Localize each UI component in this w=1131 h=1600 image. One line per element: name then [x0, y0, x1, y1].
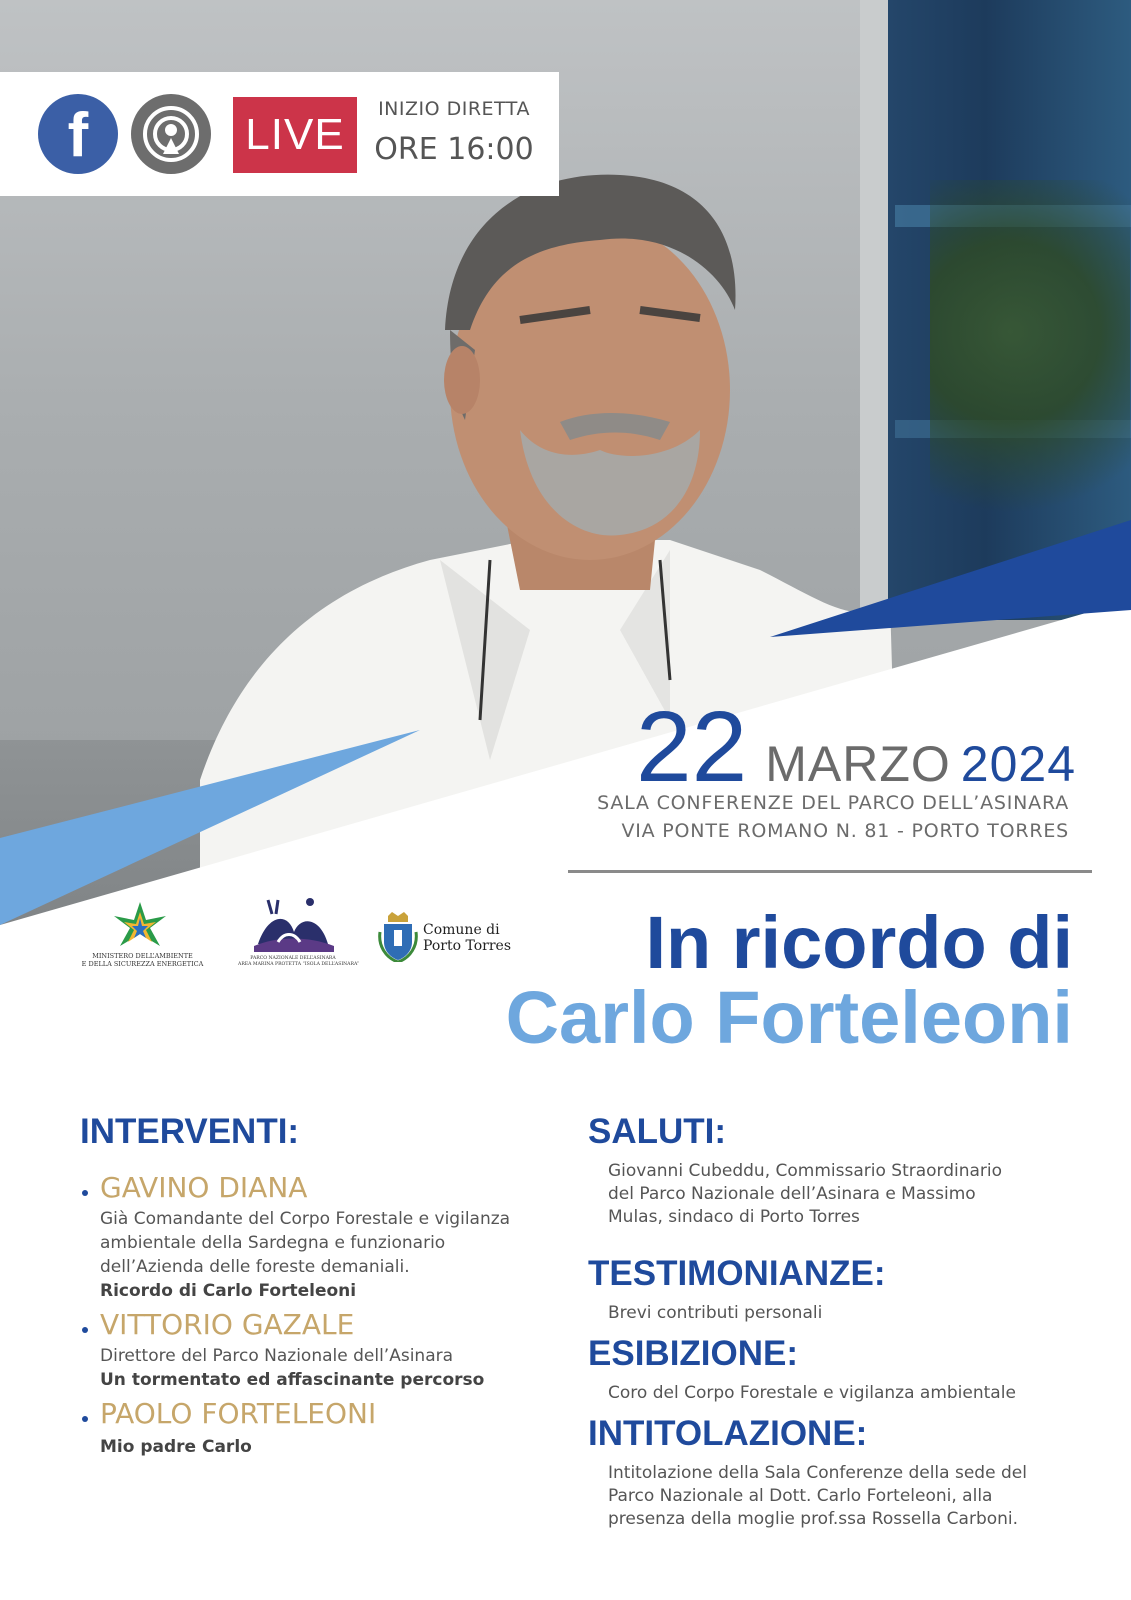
comune-name-line2: Porto Torres: [423, 938, 512, 954]
comune-logo: [378, 912, 518, 962]
testimonianze-title: TESTIMONIANZE:: [588, 1254, 886, 1293]
event-year: 2024: [960, 736, 1076, 792]
venue-name: SALA CONFERENZE DEL PARCO DELL’ASINARA: [597, 792, 1069, 814]
venue-address: VIA PONTE ROMANO N. 81 - PORTO TORRES: [621, 820, 1069, 842]
testimonianze-line: Brevi contributi personali: [608, 1303, 823, 1323]
interventi-title: INTERVENTI:: [80, 1112, 300, 1151]
speaker-talk: Un tormentato ed affascinante percorso: [100, 1370, 485, 1390]
event-month: MARZO: [765, 736, 951, 792]
headline-line2: Carlo Forteleoni: [505, 976, 1073, 1059]
speaker-desc-line: Già Comandante del Corpo Forestale e vigilanza: [100, 1209, 511, 1229]
saluti-line: Giovanni Cubeddu, Commissario Straordinario: [608, 1161, 1003, 1181]
comune-name-line1: Comune di: [423, 922, 500, 938]
star-icon: [80, 900, 200, 952]
coat-of-arms-icon: [378, 912, 418, 962]
headline-line1: In ricordo di: [645, 901, 1073, 984]
saluti-line: del Parco Nazionale dell’Asinara e Massimo: [608, 1184, 976, 1204]
speaker-name: GAVINO DIANA: [100, 1171, 308, 1204]
ministero-logo: [80, 900, 204, 970]
live-start-label: INIZIO DIRETTA: [378, 98, 530, 120]
speaker-name: PAOLO FORTELEONI: [100, 1397, 377, 1430]
event-day: 22: [635, 691, 748, 803]
parco-name-line2: AREA MARINA PROTETTA “ISOLA DELL’ASINARA”: [238, 962, 359, 967]
intitolazione-line: Parco Nazionale al Dott. Carlo Forteleoni, alla: [608, 1486, 993, 1506]
speaker-desc-line: dell’Azienda delle foreste demaniali.: [100, 1257, 410, 1277]
donkey-wave-icon: [238, 896, 348, 956]
saluti-line: Mulas, sindaco di Porto Torres: [608, 1207, 860, 1227]
saluti-title: SALUTI:: [588, 1112, 727, 1151]
speaker-desc-line: Direttore del Parco Nazionale dell’Asinara: [100, 1346, 454, 1366]
podcast-icon[interactable]: [131, 94, 211, 174]
esibizione-line: Coro del Corpo Forestale e vigilanza ambientale: [608, 1383, 1016, 1403]
live-badge: LIVE: [233, 97, 357, 173]
divider: [568, 870, 1092, 873]
speaker-talk: Ricordo di Carlo Forteleoni: [100, 1281, 357, 1301]
bullet-icon: [82, 1327, 88, 1333]
intitolazione-title: INTITOLAZIONE:: [588, 1414, 868, 1453]
bullet-icon: [82, 1190, 88, 1196]
speaker-talk: Mio padre Carlo: [100, 1437, 252, 1457]
esibizione-title: ESIBIZIONE:: [588, 1334, 799, 1373]
intitolazione-line: Intitolazione della Sala Conferenze della sede del: [608, 1463, 1027, 1483]
ministero-name-line2: E DELLA SICUREZZA ENERGETICA: [81, 960, 204, 968]
speaker-desc-line: ambientale della Sardegna e funzionario: [100, 1233, 446, 1253]
event-date: [636, 690, 1076, 805]
facebook-icon[interactable]: f: [38, 94, 118, 174]
speaker-name: VITTORIO GAZALE: [100, 1308, 355, 1341]
intitolazione-line: presenza della moglie prof.ssa Rossella Carboni.: [608, 1509, 1019, 1529]
parco-asinara-logo: [238, 896, 359, 976]
parco-name-line1: PARCO NAZIONALE DELL’ASINARA: [250, 956, 336, 961]
ministero-name-line1: MINISTERO DELL’AMBIENTE: [92, 952, 193, 960]
bullet-icon: [82, 1416, 88, 1422]
live-start-time: ORE 16:00: [374, 132, 534, 167]
